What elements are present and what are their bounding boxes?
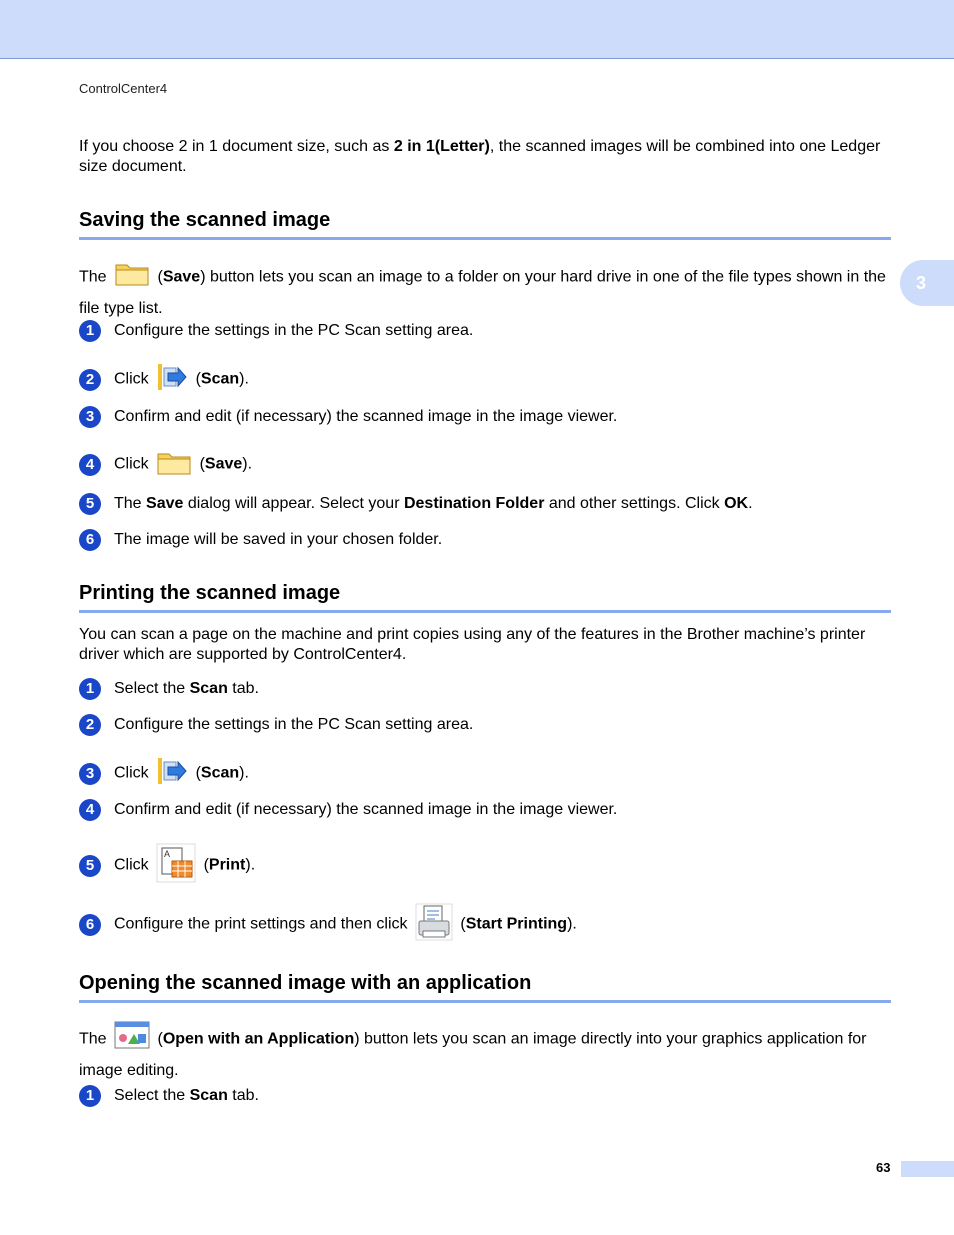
step-number: 6 (79, 914, 101, 936)
save-paragraph: The (Save) button lets you scan an image to a folder on your hard drive in one of the file types shown in the file type list. (79, 259, 894, 322)
print-paragraph: You can scan a page on the machine and print copies using any of the features in the Brother machine’s printer driver which are supported by ControlCenter4. (79, 626, 866, 663)
step-number: 4 (79, 799, 101, 821)
step-number: 2 (79, 369, 101, 391)
step-number: 5 (79, 855, 101, 877)
folder-icon (114, 259, 150, 296)
step-number: 5 (79, 493, 101, 515)
section-title-printing: Printing the scanned image (79, 581, 891, 613)
section-title-saving: Saving the scanned image (79, 208, 891, 240)
step-number: 3 (79, 406, 101, 428)
folder-icon (156, 448, 192, 481)
list-item: 2 Configure the settings in the PC Scan setting area. (79, 714, 891, 736)
list-item: 1 Select the Scan tab. (79, 1085, 891, 1107)
list-item: 1 Configure the settings in the PC Scan setting area. (79, 320, 891, 342)
step-number: 2 (79, 714, 101, 736)
list-item: 1 Select the Scan tab. (79, 678, 891, 700)
intro-paragraph: If you choose 2 in 1 document size, such as 2 in 1(Letter), the scanned images will be combined into one Ledger size document. (79, 138, 881, 175)
print-icon (156, 843, 196, 888)
scan-icon (156, 756, 188, 791)
list-item: 5 Click A (Print). (79, 843, 891, 888)
list-item: 3 Confirm and edit (if necessary) the scanned image in the image viewer. (79, 406, 891, 428)
list-item: 4 Click (Save). (79, 448, 891, 481)
list-item: 3 Click (Scan). (79, 756, 891, 791)
step-number: 1 (79, 678, 101, 700)
section-title-opening: Opening the scanned image with an application (79, 971, 891, 1003)
chapter-tab: 3 (900, 260, 954, 306)
step-number: 1 (79, 320, 101, 342)
open-paragraph: The (Open with an Application) button lets you scan an image directly into your graphics application for image editing. (79, 1021, 894, 1084)
list-item: 2 Click (Scan). (79, 362, 891, 397)
scan-icon (156, 362, 188, 397)
running-head: ControlCenter4 (79, 81, 168, 96)
step-number: 1 (79, 1085, 101, 1107)
step-number: 6 (79, 529, 101, 551)
step-number: 3 (79, 763, 101, 785)
svg-text:A: A (164, 849, 171, 859)
list-item: 5 The Save dialog will appear. Select your Destination Folder and other settings. Click OK. (79, 493, 891, 515)
page-number-bar (901, 1161, 954, 1177)
application-window-icon (114, 1021, 150, 1058)
header-band (0, 0, 954, 59)
step-number: 4 (79, 454, 101, 476)
list-item: 4 Confirm and edit (if necessary) the scanned image in the image viewer. (79, 799, 891, 821)
list-item: 6 Configure the print settings and then click (Start Printing). (79, 903, 891, 946)
page-number: 63 (876, 1160, 891, 1175)
list-item: 6 The image will be saved in your chosen folder. (79, 529, 891, 551)
printer-icon (415, 903, 453, 946)
